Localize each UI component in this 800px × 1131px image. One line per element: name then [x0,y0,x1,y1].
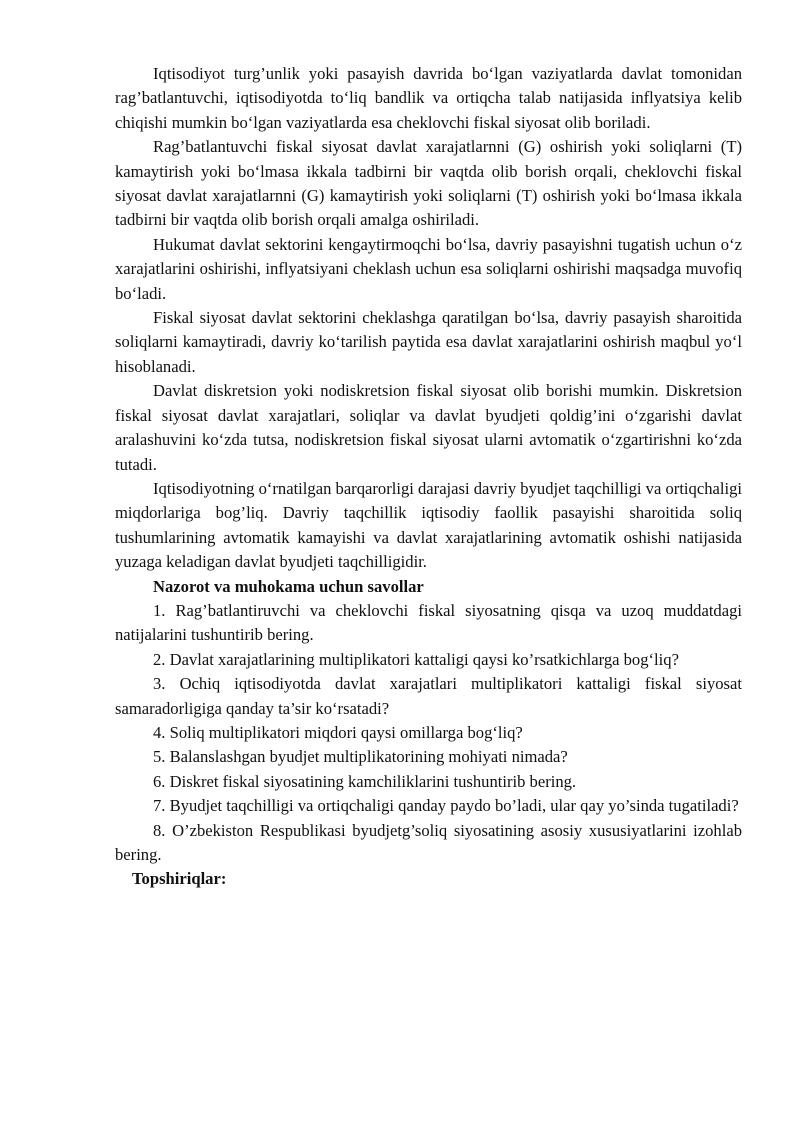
question-item: 1. Rag’batlantiruvchi va cheklovchi fiskal siyosatning qisqa va uzoq muddatdagi natijalarini tushuntirib bering. [115,600,742,645]
paragraph: Rag’batlantuvchi fiskal siyosat davlat xarajatlarnni (G) oshirish yoki soliqlarni (T) kamaytirish yoki bo‘lmasa ikkala tadbirni bir vaqtda olib borish orqali, cheklovchi fiskal siyosat davlat xarajatlarnni (G) kamaytirish yoki soliqlarni (T) oshirish yoki bo‘lmasa ikkala tadbirni bir vaqtda olib borish orqali amalga oshiriladi. [115,137,742,230]
paragraph: Hukumat davlat sektorini kengaytirmoqchi bo‘lsa, davriy pasayishni tugatish uchun o‘z xarajatlarini oshirishi, inflyatsiyani cheklash uchun esa soliqlarni oshirishi maqsadga muvofiq bo‘ladi. [115,234,742,303]
paragraph: Iqtisodiyotning o‘rnatilgan barqarorligi darajasi davriy byudjet taqchilligi va ortiqchaligi miqdorlariga bog’liq. Davriy taqchillik iqtisodiy faollik pasayishi sharoitida soliq tushumlarining avtomatik kamayishi va davlat xarajatlarining avtomatik oshishi natijasida yuzaga keladigan davlat byudjeti taqchilligidir. [115,478,742,572]
question-item: 2. Davlat xarajatlarining multiplikatori kattaligi qaysi ko’rsatkichlarga bog‘liq? [153,649,679,669]
question-item: 8. O’zbekiston Respublikasi byudjetg’soliq siyosatining asosiy xususiyatlarini izohlab bering. [115,820,742,864]
tasks-heading: Topshiriqlar: [132,869,227,889]
question-item: 4. Soliq multiplikatori miqdori qaysi omillarga bog‘liq? [153,722,523,742]
question-item: 7. Byudjet taqchilligi va ortiqchaligi qanday paydo bo’ladi, ular qay yo’sinda tugatiladi? [153,796,739,816]
question-item: 3. Ochiq iqtisodiyotda davlat xarajatlari multiplikatori kattaligi fiskal siyosat samaradorligiga qanday ta’sir ko‘rsatadi? [115,674,742,718]
paragraph: Davlat diskretsion yoki nodiskretsion fiskal siyosat olib borishi mumkin. Diskretsion fiskal siyosat davlat xarajatlari, soliqlar va davlat byudjeti qoldig’ini o‘zgarishi davlat aralashuvini ko‘zda tutsa, nodiskretsion fiskal siyosat ularni avtomatik o‘zgartirishni ko‘zda tutadi. [115,381,742,474]
paragraph: Iqtisodiyot turg’unlik yoki pasayish davrida bo‘lgan vaziyatlarda davlat tomonidan rag’batlantuvchi, iqtisodiyotda to‘liq bandlik va ortiqcha talab natijasida inflyatsiya kelib chiqishi mumkin bo‘lgan vaziyatlarda esa cheklovchi fiskal siyosat olib boriladi. [115,64,742,132]
paragraph: Fiskal siyosat davlat sektorini cheklashga qaratilgan bo‘lsa, davriy pasayish sharoitida soliqlarni kamaytiradi, davriy ko‘tarilish paytida esa davlat xarajatlarini oshirish maqbul yo‘l hisoblanadi. [115,308,742,376]
question-item: 5. Balanslashgan byudjet multiplikatorining mohiyati nimada? [153,747,568,767]
question-item: 6. Diskret fiskal siyosatining kamchiliklarini tushuntirib bering. [153,771,577,791]
questions-heading: Nazorot va muhokama uchun savollar [153,576,424,596]
document-page [115,62,742,892]
